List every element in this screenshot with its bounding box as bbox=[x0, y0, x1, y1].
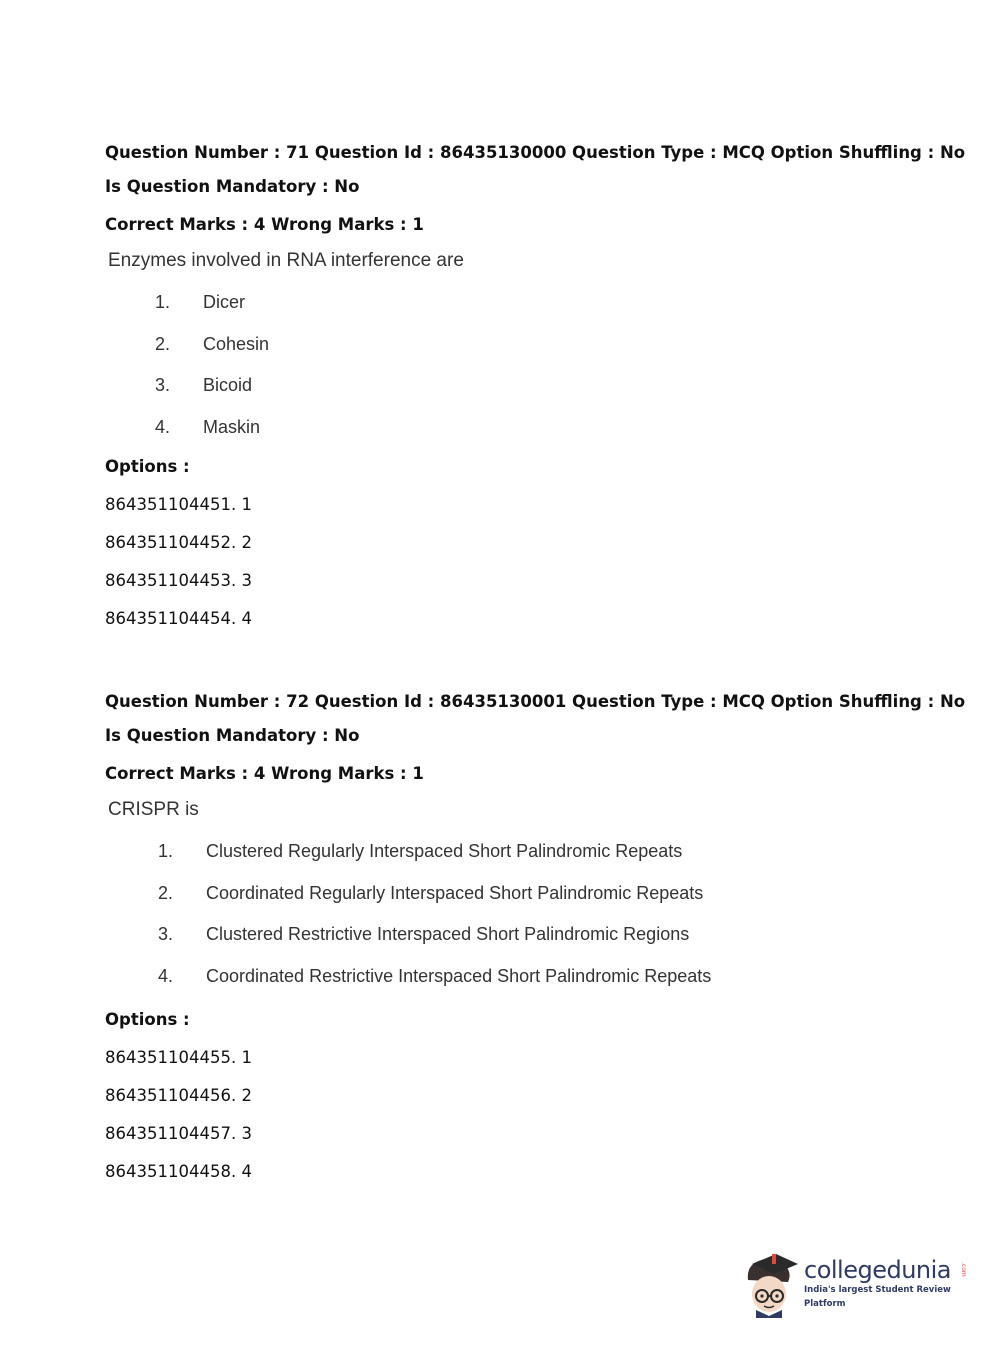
option-id: 864351104456. 2 bbox=[105, 1086, 252, 1105]
choice-text: Dicer bbox=[203, 292, 246, 312]
logo-text bbox=[804, 1257, 972, 1311]
choice-item bbox=[105, 831, 965, 873]
choice-item bbox=[105, 365, 965, 407]
question-stem: CRISPR is bbox=[108, 799, 199, 820]
option-id: 864351104452. 2 bbox=[105, 533, 252, 552]
question-meta: Question Number : 71 Question Id : 86435130000 Question Type : MCQ Option Shuffling : No bbox=[105, 143, 966, 162]
choice-text: Clustered Restrictive Interspaced Short Palindromic Regions bbox=[206, 924, 690, 944]
choice-item bbox=[105, 956, 965, 998]
choice-number: 2. bbox=[155, 333, 171, 354]
question-marks: Correct Marks : 4 Wrong Marks : 1 bbox=[105, 215, 424, 234]
option-id: 864351104453. 3 bbox=[105, 571, 252, 590]
choice-text: Clustered Regularly Interspaced Short Palindromic Repeats bbox=[206, 841, 683, 861]
choice-item bbox=[105, 914, 965, 956]
option-id: 864351104455. 1 bbox=[105, 1048, 252, 1067]
choice-number: 2. bbox=[158, 882, 174, 903]
choice-list bbox=[105, 831, 965, 997]
question-meta: Question Number : 72 Question Id : 86435130001 Question Type : MCQ Option Shuffling : No bbox=[105, 692, 966, 711]
mascot-graduation-cap-icon bbox=[742, 1250, 800, 1318]
collegedunia-logo bbox=[742, 1248, 972, 1320]
choice-item bbox=[105, 873, 965, 915]
logo-brand: collegedunia bbox=[804, 1256, 952, 1284]
choice-text: Maskin bbox=[203, 416, 261, 437]
choice-item bbox=[105, 407, 965, 449]
logo-dotcom: .com bbox=[960, 1262, 967, 1277]
choice-text: Coordinated Restrictive Interspaced Short Palindromic Repeats bbox=[206, 965, 712, 986]
choice-number: 1. bbox=[155, 292, 171, 312]
question-mandatory: Is Question Mandatory : No bbox=[105, 177, 360, 196]
choice-number: 4. bbox=[158, 965, 174, 986]
question-marks: Correct Marks : 4 Wrong Marks : 1 bbox=[105, 764, 424, 783]
question-stem: Enzymes involved in RNA interference are bbox=[108, 250, 464, 271]
logo-tagline: India's largest Student Review Platform bbox=[804, 1285, 951, 1309]
choice-text: Coordinated Regularly Interspaced Short Palindromic Repeats bbox=[206, 882, 704, 903]
choice-number: 3. bbox=[158, 924, 174, 944]
question-mandatory: Is Question Mandatory : No bbox=[105, 726, 360, 745]
choice-number: 3. bbox=[155, 375, 171, 395]
option-id: 864351104451. 1 bbox=[105, 495, 252, 514]
choice-text: Cohesin bbox=[203, 333, 270, 354]
options-heading: Options : bbox=[105, 1010, 190, 1029]
choice-number: 4. bbox=[155, 416, 171, 437]
choice-list bbox=[105, 282, 965, 448]
option-id: 864351104457. 3 bbox=[105, 1124, 252, 1143]
option-id: 864351104454. 4 bbox=[105, 609, 252, 628]
question-block-72 bbox=[105, 685, 965, 1191]
choice-item bbox=[105, 282, 965, 324]
choice-number: 1. bbox=[158, 841, 174, 861]
choice-text: Bicoid bbox=[203, 375, 253, 395]
option-id: 864351104458. 4 bbox=[105, 1162, 252, 1181]
choice-item bbox=[105, 324, 965, 366]
question-block-71 bbox=[105, 136, 965, 638]
options-heading: Options : bbox=[105, 457, 190, 476]
